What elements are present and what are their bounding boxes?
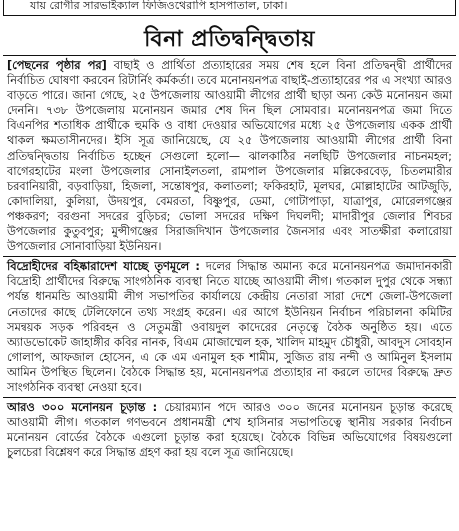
paragraph-rebels <box>7 259 452 395</box>
section-rebels-text: দলের সিদ্ধান্ত অমান্য করে মনোনয়নপত্র জমাদানকারী বিদ্রোহী প্রার্থীদের বিরুদ্ধে সাংগঠনিক ব্যবস্থা নিতে যাচ্ছে আওয়ামী লীগ। গতকাল দুপুর থেকে সন্ধ্যা পর্যন্ত ধানমন্ডি আওয়ামী লীগ সভাপতির কার্যালয়ে কেন্দ্রীয় নেতারা সারা দেশে জেলা-উপজেলা নেতাদের কাছে টেলিফোনে তথ্য সংগ্রহ করেন। এর আগে ইউনিয়ন নির্বাচন পরিচালনা কমিটির সমন্বয়ক সড়ক পরিবহন ও সেতুমন্ত্রী ওবায়দুল কাদেরের নেতৃত্বে বৈঠক অনুষ্ঠিত হয়। এতে অ্যাডভোকেট জাহাঙ্গীর কবির নানক, বিএম মোজাম্মেল হক, খালিদ মাহমুদ চৌধুরী, আবদুস সোবহান গোলাপ, আফজাল হোসেন, এ কে এম এনামুল হক শামীম, সুজিত রায় নন্দী ও আমিনুল ইসলাম আমিন উপস্থিত ছিলেন। বৈঠকে সিদ্ধান্ত হয়, মনোনয়নপত্র প্রত্যাহার না করলে তাদের বিরুদ্ধে দ্রুত সাংগঠনিক ব্যবস্থা নেওয়া হবে। <box>7 260 452 394</box>
headline: বিনা প্রতিদ্বন্দ্বিতায় <box>144 26 315 52</box>
previous-article-text: যায় রোগীর সারভাইক্যাল ফিজিওথেরাপি হাসপাতাল, ঢাকা। <box>30 0 288 12</box>
previous-article-strip <box>3 0 456 16</box>
paragraph-lead <box>7 58 452 254</box>
headline-rule <box>3 55 456 56</box>
section-nominations <box>3 397 456 460</box>
section-rebels-head: বিদ্রোহীদের বহিষ্কারাদেশ যাচ্ছে তৃণমূলে : <box>7 260 200 274</box>
paragraph-lead-text: বাছাই ও প্রার্থিতা প্রত্যাহারের সময় শেষ হলে বিনা প্রতিদ্বন্দ্বী প্রার্থীদের নির্বাচিত ঘোষণা করবেন রিটার্নিং কর্মকর্তা। তবে মনোনয়নপত্র বাছাই-প্রত্যাহারের পর এ সংখ্যা আরও বাড়তে পারে। জানা গেছে, ২৫ উপজেলায় আওয়ামী লীগের প্রার্থী ছাড়া অন্য কেউ মনোনয়ন জমা দেননি। ৭৩৮ উপজেলায় মনোনয়ন জমার শেষ দিন ছিল সোমবার। মনোনয়নপত্র জমা দিতে বিএনপির শতাধিক প্রার্থীকে হুমকি ও বাধা দেওয়ার অভিযোগের মধ্যে ২৫ উপজেলায় একক প্রার্থী থাকল ক্ষমতাসীনদের। ইসি সূত্র জানিয়েছে, যে ২৫ উপজেলায় আওয়ামী লীগের প্রার্থী বিনা প্রতিদ্বন্দ্বিতায় নির্বাচিত হচ্ছেন সেগুলো হলো— ঝালকাঠির নলছিটি উপজেলার নাচনমহল; বাগেরহাটের মংলা উপজেলার সোনাইলতলা, রামপাল উপজেলার মল্লিকেরবেড়, চিতলমারীর চরবানিয়ারী, বড়বাড়িয়া, হিজলা, সন্তোষপুর, কলাতলা; ফকিরহাট, মূলঘর, মোল্লাহাটের আটজুড়ি, কোদালিয়া, কুলিয়া, উদয়পুর, বেমরতা, বিষ্ণুপুর, ডেমা, গোটাপাড়া, যাত্রাপুর, মোরেলগঞ্জের পঞ্চকরণ; বরগুনা সদরের বুড়িচর; ভোলা সদরের দক্ষিণ দিঘলদী; মাদারীপুর জেলার শিবচর উপজেলার কুতুবপুর; মুন্সীগঞ্জের সিরাজদিখান উপজেলার জৈনসার এবং সাতক্ষীরা কলারোয়া উপজেলার সোনাবাড়িয়া ইউনিয়ন। <box>7 59 452 254</box>
section-nominations-text: চেয়ারম্যান পদে আরও ৩০০ জনের মনোনয়ন চূড়ান্ত করেছে আওয়ামী লীগ। গতকাল গণভবনে প্রধানমন্ত্রী শেখ হাসিনার সভাপতিত্বে স্থানীয় সরকার নির্বাচন মনোনয়ন বোর্ডের বৈঠকে এগুলো চূড়ান্ত করা হয়েছে। বৈঠকে বিভিন্ন অভিযোগের বিষয়গুলো চুলচেরা বিশ্লেষণ করে সিদ্ধান্ত গ্রহণ করা হয় বলে সূত্র জানিয়েছে। <box>7 401 452 460</box>
section-rebels <box>3 256 456 395</box>
section-nominations-head: আরও ৩০০ মনোনয়ন চূড়ান্ত : <box>7 401 158 415</box>
paragraph-nominations <box>7 400 452 460</box>
article-body <box>7 58 452 460</box>
continued-marker: [পেছনের পৃষ্ঠার পর] <box>7 59 107 72</box>
